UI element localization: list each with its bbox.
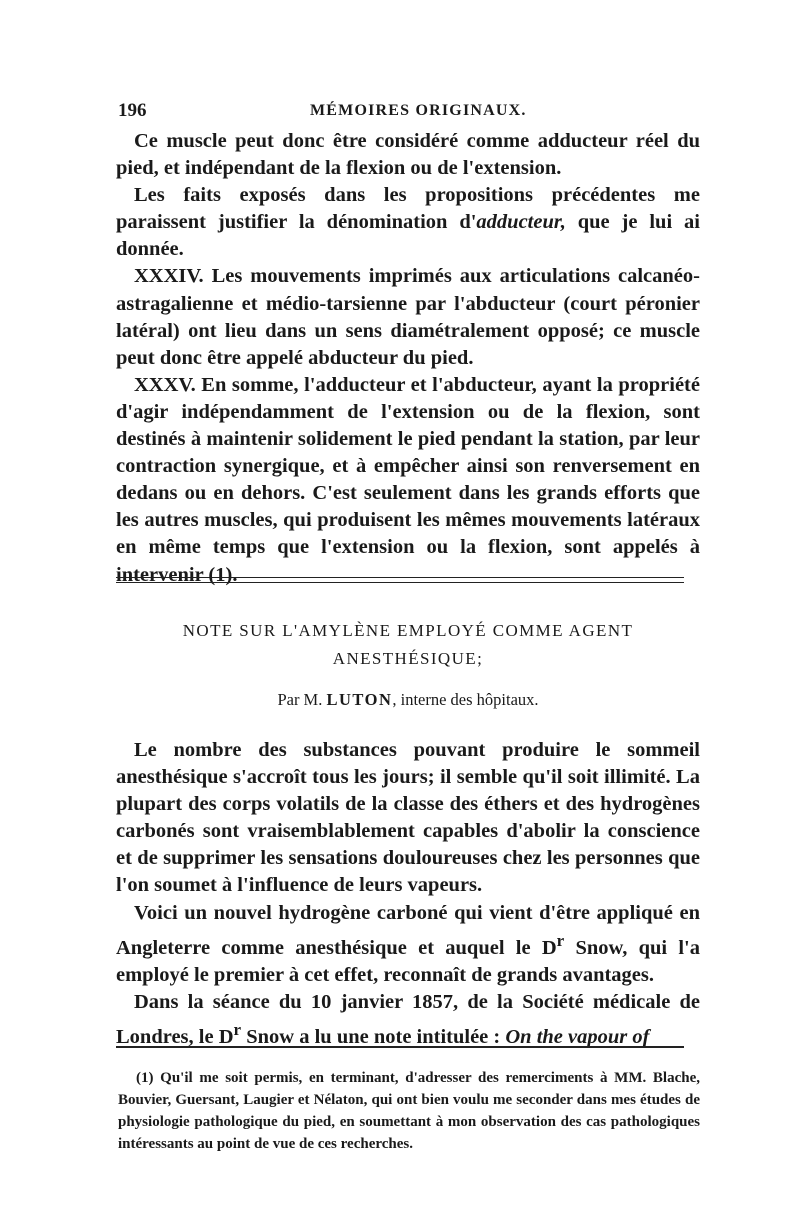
text-run: Dans la séance du 10 janvier 1857, de la Société médicale de Londres, le D [116, 990, 700, 1048]
paragraph: Ce muscle peut donc être considéré comme adducteur réel du pied, et indépendant de la flexion ou de l'extension. [116, 130, 700, 180]
running-header [118, 100, 708, 126]
page-number: 196 [118, 100, 147, 121]
article-body [116, 737, 700, 1051]
paragraph: XXXV. En somme, l'adducteur et l'abducteur, ayant la propriété d'agir indépendamment de l'extension ou de la flexion, sont destinés à maintenir solidement le pied pendant la station, par leur contraction synergique, et à empêcher ainsi son renversement en dedans ou en dehors. C'est seulement dans les grands efforts que les autres muscles, qui produisent les mêmes mouvements latéraux en même temps que l'extension ou la flexion, sont appelés à intervenir (1). [116, 373, 700, 586]
text-run: Snow, qui l'a employé le premier à cet effet, reconnaît de grands avantages. [116, 936, 700, 986]
text-run: Snow a lu une note intitulée : [241, 1025, 506, 1048]
top-section [116, 128, 700, 589]
paragraph [116, 989, 700, 1051]
article-title [116, 617, 700, 673]
superscript: r [233, 1019, 242, 1039]
section-divider [116, 577, 684, 583]
byline-prefix: Par M. [277, 690, 327, 709]
superscript: r [556, 930, 565, 950]
text-run: que je lui ai donnée. [116, 211, 700, 261]
footnote [118, 1067, 700, 1155]
byline [116, 690, 700, 710]
paragraph: Le nombre des substances pouvant produire le sommeil anesthésique s'accroît tous les jours; il semble qu'il soit illimité. La plupart des corps volatils de la classe des éthers et des hydrogènes carbonés sont vraisemblablement capables d'abolir la conscience et de supprimer les sensations douloureuses chez les personnes que l'on soumet à l'influence de leurs vapeurs. [116, 739, 700, 897]
article-title-line: ANESTHÉSIQUE; [332, 649, 484, 668]
paragraph: XXXIV. Les mouvements imprimés aux articulations calcanéo-astragalienne et médio-tarsienne par l'abducteur (court péronier latéral) ont lieu dans un sens diamétralement opposé; ce muscle peut donc être appelé abducteur du pied. [116, 265, 700, 369]
byline-suffix: , interne des hôpitaux. [392, 690, 539, 709]
italic-title: On the vapour of [505, 1025, 650, 1048]
footnote-divider [116, 1046, 684, 1048]
running-title: MÉMOIRES ORIGINAUX. [310, 102, 527, 119]
text-run: Voici un nouvel hydrogène carboné qui vient d'être appliqué en Angleterre comme anesthésique et auquel le D [116, 901, 700, 959]
italic-term: adducteur, [476, 211, 566, 234]
text-run: Les faits exposés dans les propositions précédentes me paraissent justifier la dénomination d' [116, 184, 700, 234]
author-name: LUTON [326, 690, 393, 709]
footnote-text: (1) Qu'il me soit permis, en terminant, d'adresser des remerciments à MM. Blache, Bouvier, Guersant, Laugier et Nélaton, qui ont bien voulu me seconder dans mes études de physiologie pathologique du pied, en soumettant à mon observation des cas pathologiques intéressants au point de vue de ces recherches. [118, 1070, 700, 1152]
paragraph [116, 182, 700, 263]
article-title-line: NOTE SUR L'AMYLÈNE EMPLOYÉ COMME AGENT [182, 621, 634, 640]
paragraph [116, 900, 700, 989]
